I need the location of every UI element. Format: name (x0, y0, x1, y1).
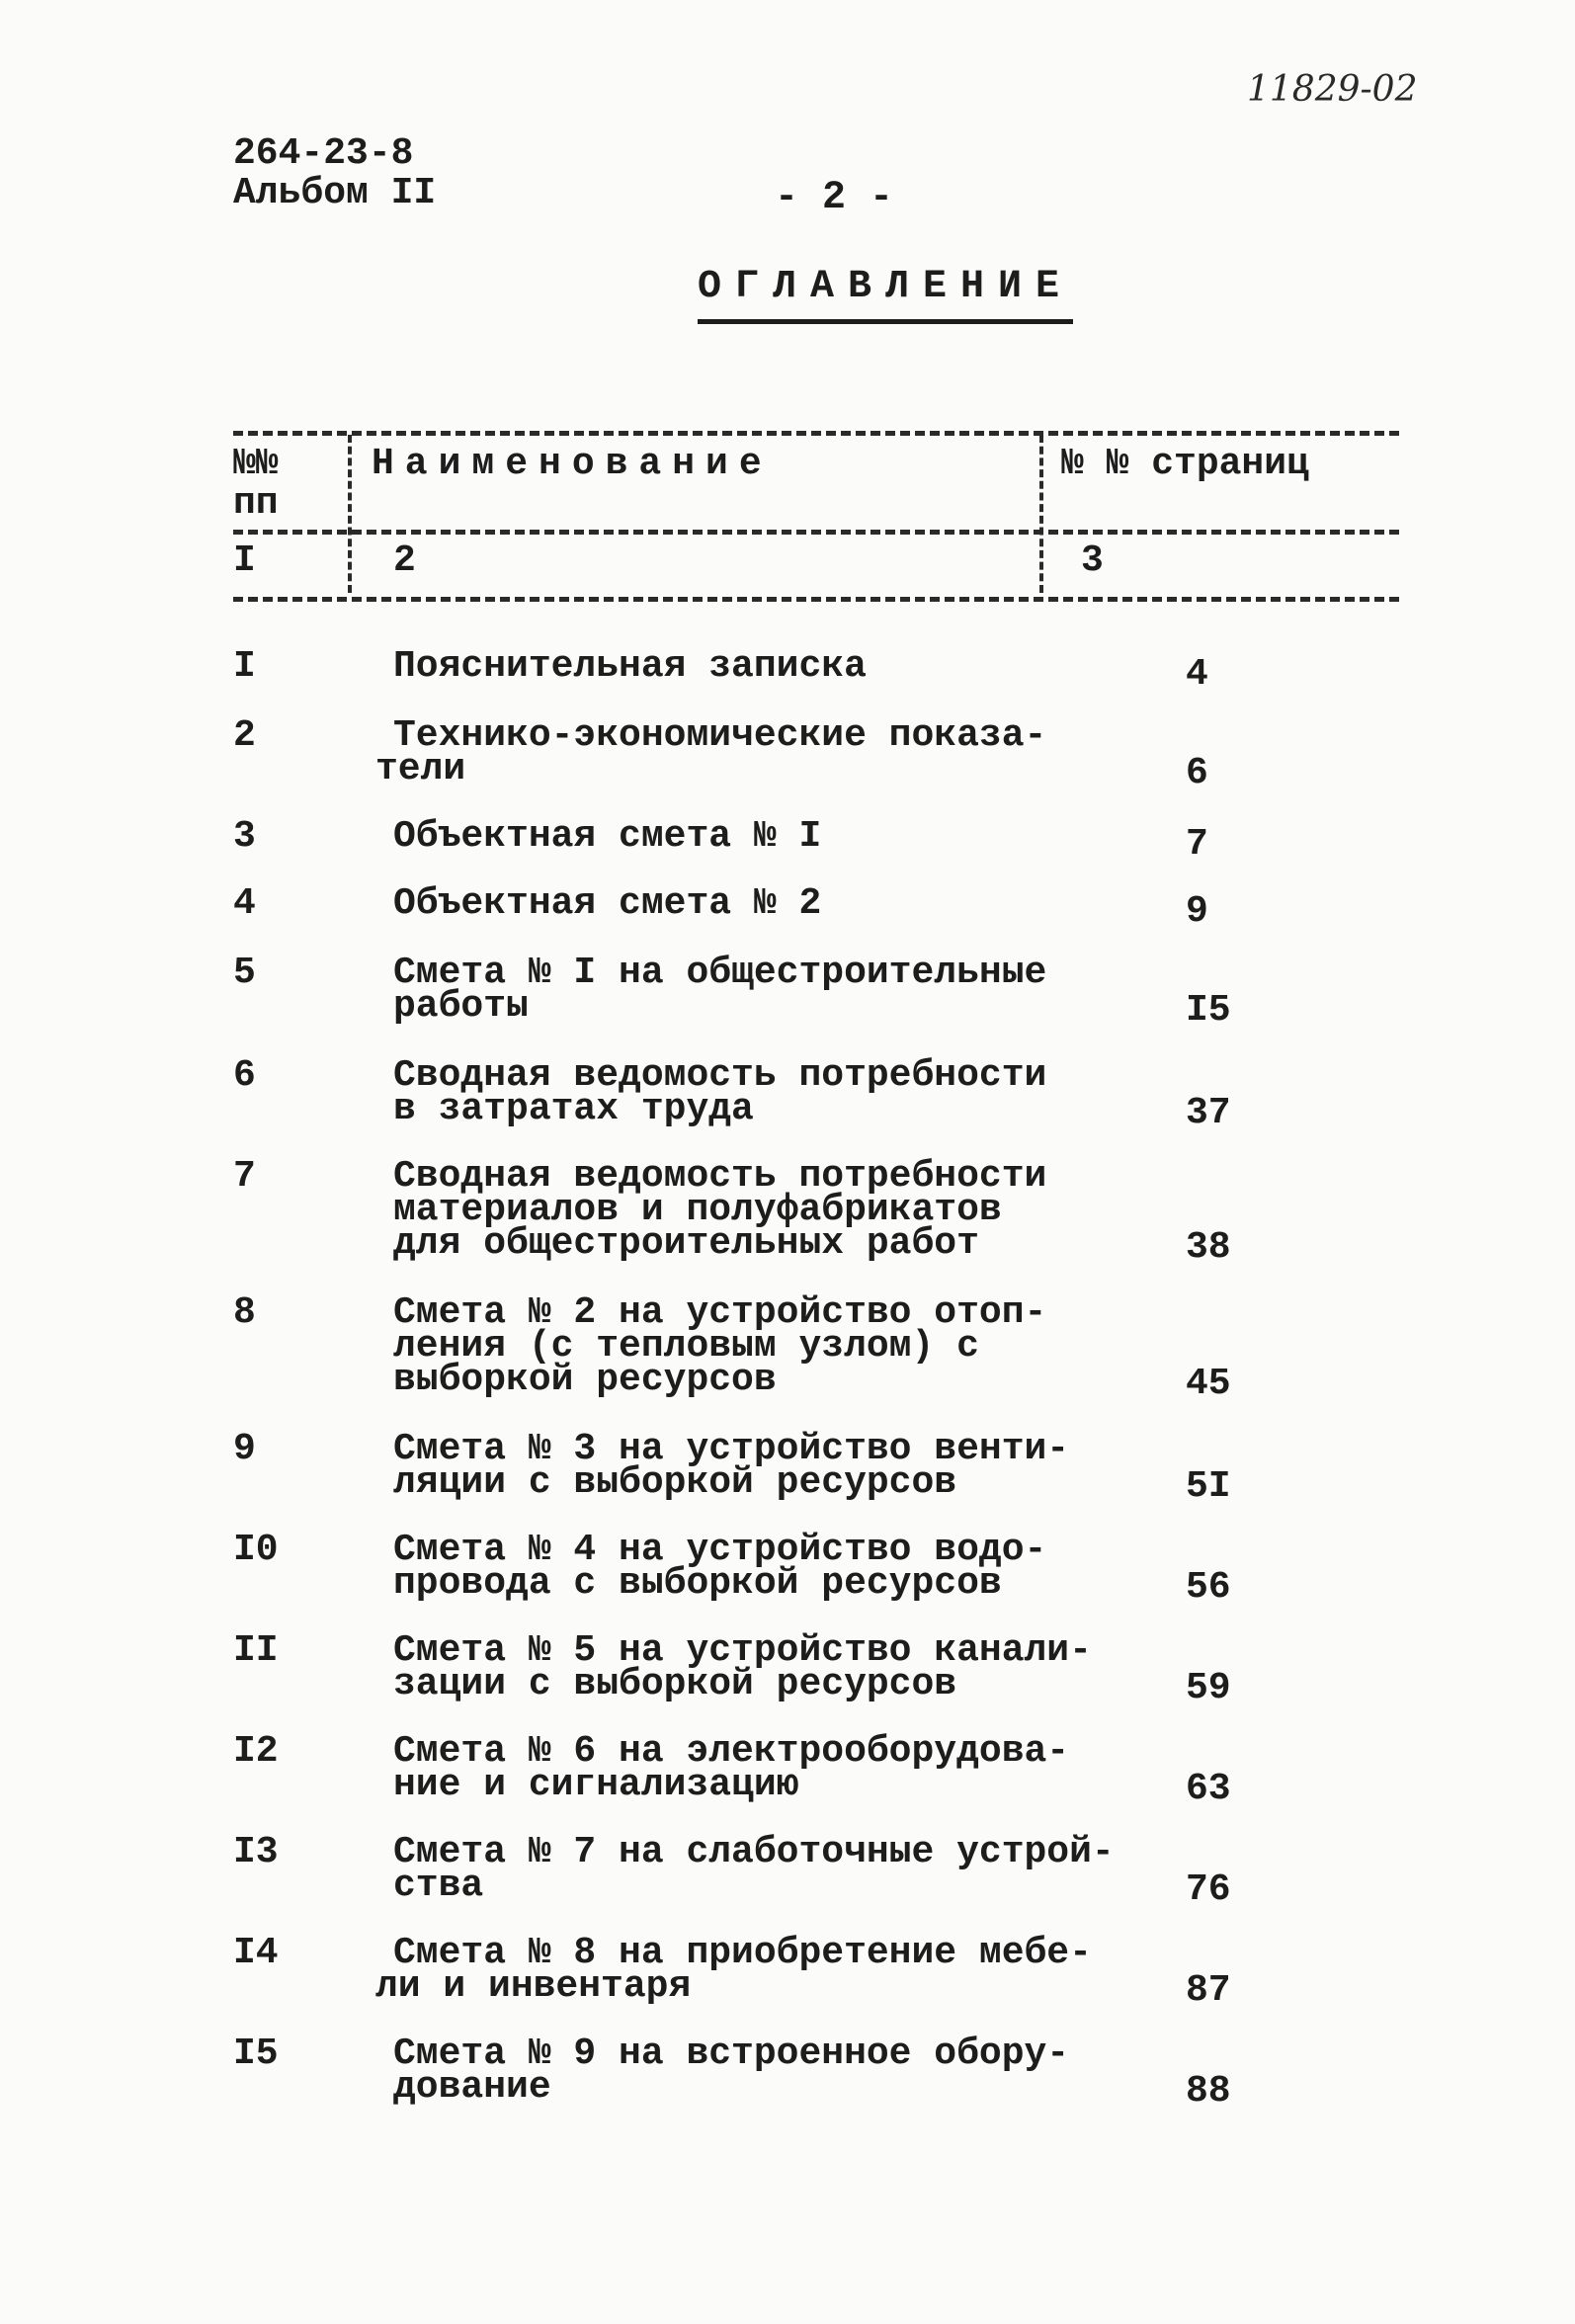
entry-title-line: в затратах труда (393, 1088, 754, 1130)
header-divider-1 (348, 435, 352, 593)
entry-title-line: ления (с тепловым узлом) с (393, 1325, 979, 1368)
entry-page: 38 (1186, 1226, 1231, 1269)
entry-title (393, 1529, 1047, 1605)
entry-page: 56 (1186, 1566, 1231, 1609)
entry-number: I4 (233, 1932, 279, 1974)
entry-number: I3 (233, 1831, 279, 1873)
entry-number: I (233, 645, 256, 688)
entry-title (393, 2033, 1070, 2109)
entry-title-line: ляции с выборкой ресурсов (393, 1461, 957, 1504)
entry-number: 7 (233, 1155, 256, 1198)
entry-title (393, 1054, 1047, 1130)
entry-title-line: Смета № 9 на встроенное обору- (393, 2033, 1070, 2075)
entry-title-line: ства (393, 1865, 484, 1907)
entry-title (393, 952, 1047, 1028)
entry-title (393, 1291, 1047, 1401)
entry-page: 37 (1186, 1092, 1231, 1134)
entry-title (393, 1155, 1047, 1265)
entry-title-line: для общестроительных работ (393, 1222, 979, 1265)
entry-number: 6 (233, 1054, 256, 1097)
entry-title (393, 1831, 1115, 1907)
header-col-number: №№ пп (233, 443, 279, 525)
entry-title-line: Сводная ведомость потребности (393, 1155, 1047, 1198)
entry-title-line: материалов и полуфабрикатов (393, 1189, 1002, 1231)
entry-title-line: ли и инвентаря (375, 1965, 692, 2008)
entry-title-line: дование (393, 2066, 551, 2109)
entry-title (375, 1932, 1092, 2008)
header-index-3: 3 (1081, 540, 1104, 582)
entry-title (393, 1730, 1070, 1806)
album-label: Альбом II (233, 172, 437, 214)
entry-title (393, 645, 867, 688)
entry-title-line: зации с выборкой ресурсов (393, 1663, 957, 1705)
header-mid-rule (233, 530, 1399, 535)
header-index-2: 2 (393, 540, 416, 582)
entry-title-line: Объектная смета № I (393, 815, 822, 858)
entry-number: 2 (233, 714, 256, 757)
entry-title (375, 714, 1047, 790)
entry-page: 87 (1186, 1969, 1231, 2012)
document-header (233, 134, 436, 213)
entry-page: 9 (1186, 890, 1208, 933)
entry-title-line: Смета № 3 на устройство венти- (393, 1428, 1070, 1470)
entry-number: II (233, 1629, 279, 1672)
entry-page: 63 (1186, 1768, 1231, 1810)
entry-title-line: Пояснительная записка (393, 645, 867, 688)
entry-number: 5 (233, 952, 256, 994)
entry-number: 9 (233, 1428, 256, 1470)
header-col-name: Наименование (372, 443, 773, 485)
entry-title-line: тели (375, 748, 466, 790)
entry-title (393, 1428, 1070, 1504)
entry-title-line: Смета № 2 на устройство отоп- (393, 1291, 1047, 1334)
entry-page: 4 (1186, 653, 1208, 696)
entry-page: 6 (1186, 752, 1208, 794)
entry-page: I5 (1186, 989, 1231, 1032)
entry-title (393, 815, 822, 858)
entry-title-line: ние и сигнализацию (393, 1764, 799, 1806)
header-top-rule (233, 431, 1399, 436)
header-divider-2 (1039, 435, 1043, 593)
entry-title-line: Смета № 5 на устройство канали- (393, 1629, 1092, 1672)
entry-page: 45 (1186, 1363, 1231, 1405)
entry-title-line: выборкой ресурсов (393, 1359, 777, 1401)
entry-title (393, 1629, 1092, 1705)
entry-page: 59 (1186, 1667, 1231, 1709)
entry-number: 8 (233, 1291, 256, 1334)
entry-title-line: работы (393, 985, 529, 1028)
page-number: - 2 - (775, 176, 894, 220)
header-col-pages: № № страниц (1061, 443, 1309, 485)
entry-page: 7 (1186, 823, 1208, 866)
entry-number: I2 (233, 1730, 279, 1773)
entry-title-line: Смета № I на общестроительные (393, 952, 1047, 994)
entry-number: I5 (233, 2033, 279, 2075)
entry-title-line: Объектная смета № 2 (393, 882, 822, 925)
header-bottom-rule (233, 597, 1399, 602)
entry-title-line: Технико-экономические показа- (393, 714, 1047, 757)
handwritten-number: 11829-02 (1247, 69, 1418, 110)
entry-title-line: провода с выборкой ресурсов (393, 1562, 1002, 1605)
entry-number: I0 (233, 1529, 279, 1571)
entry-number: 4 (233, 882, 256, 925)
entry-page: 5I (1186, 1465, 1231, 1508)
header-index-1: I (233, 540, 256, 582)
entry-title-line: Смета № 7 на слаботочные устрой- (393, 1831, 1115, 1873)
entry-title-line: Смета № 6 на электрооборудова- (393, 1730, 1070, 1773)
entry-title-line: Смета № 8 на приобретение мебе- (393, 1932, 1092, 1974)
doc-code: 264-23-8 (233, 132, 414, 175)
entry-title-line: Сводная ведомость потребности (393, 1054, 1047, 1097)
entry-number: 3 (233, 815, 256, 858)
entry-title (393, 882, 822, 925)
entry-page: 88 (1186, 2070, 1231, 2113)
entry-title-line: Смета № 4 на устройство водо- (393, 1529, 1047, 1571)
entry-page: 76 (1186, 1868, 1231, 1911)
page-title: ОГЛАВЛЕНИЕ (698, 265, 1073, 324)
